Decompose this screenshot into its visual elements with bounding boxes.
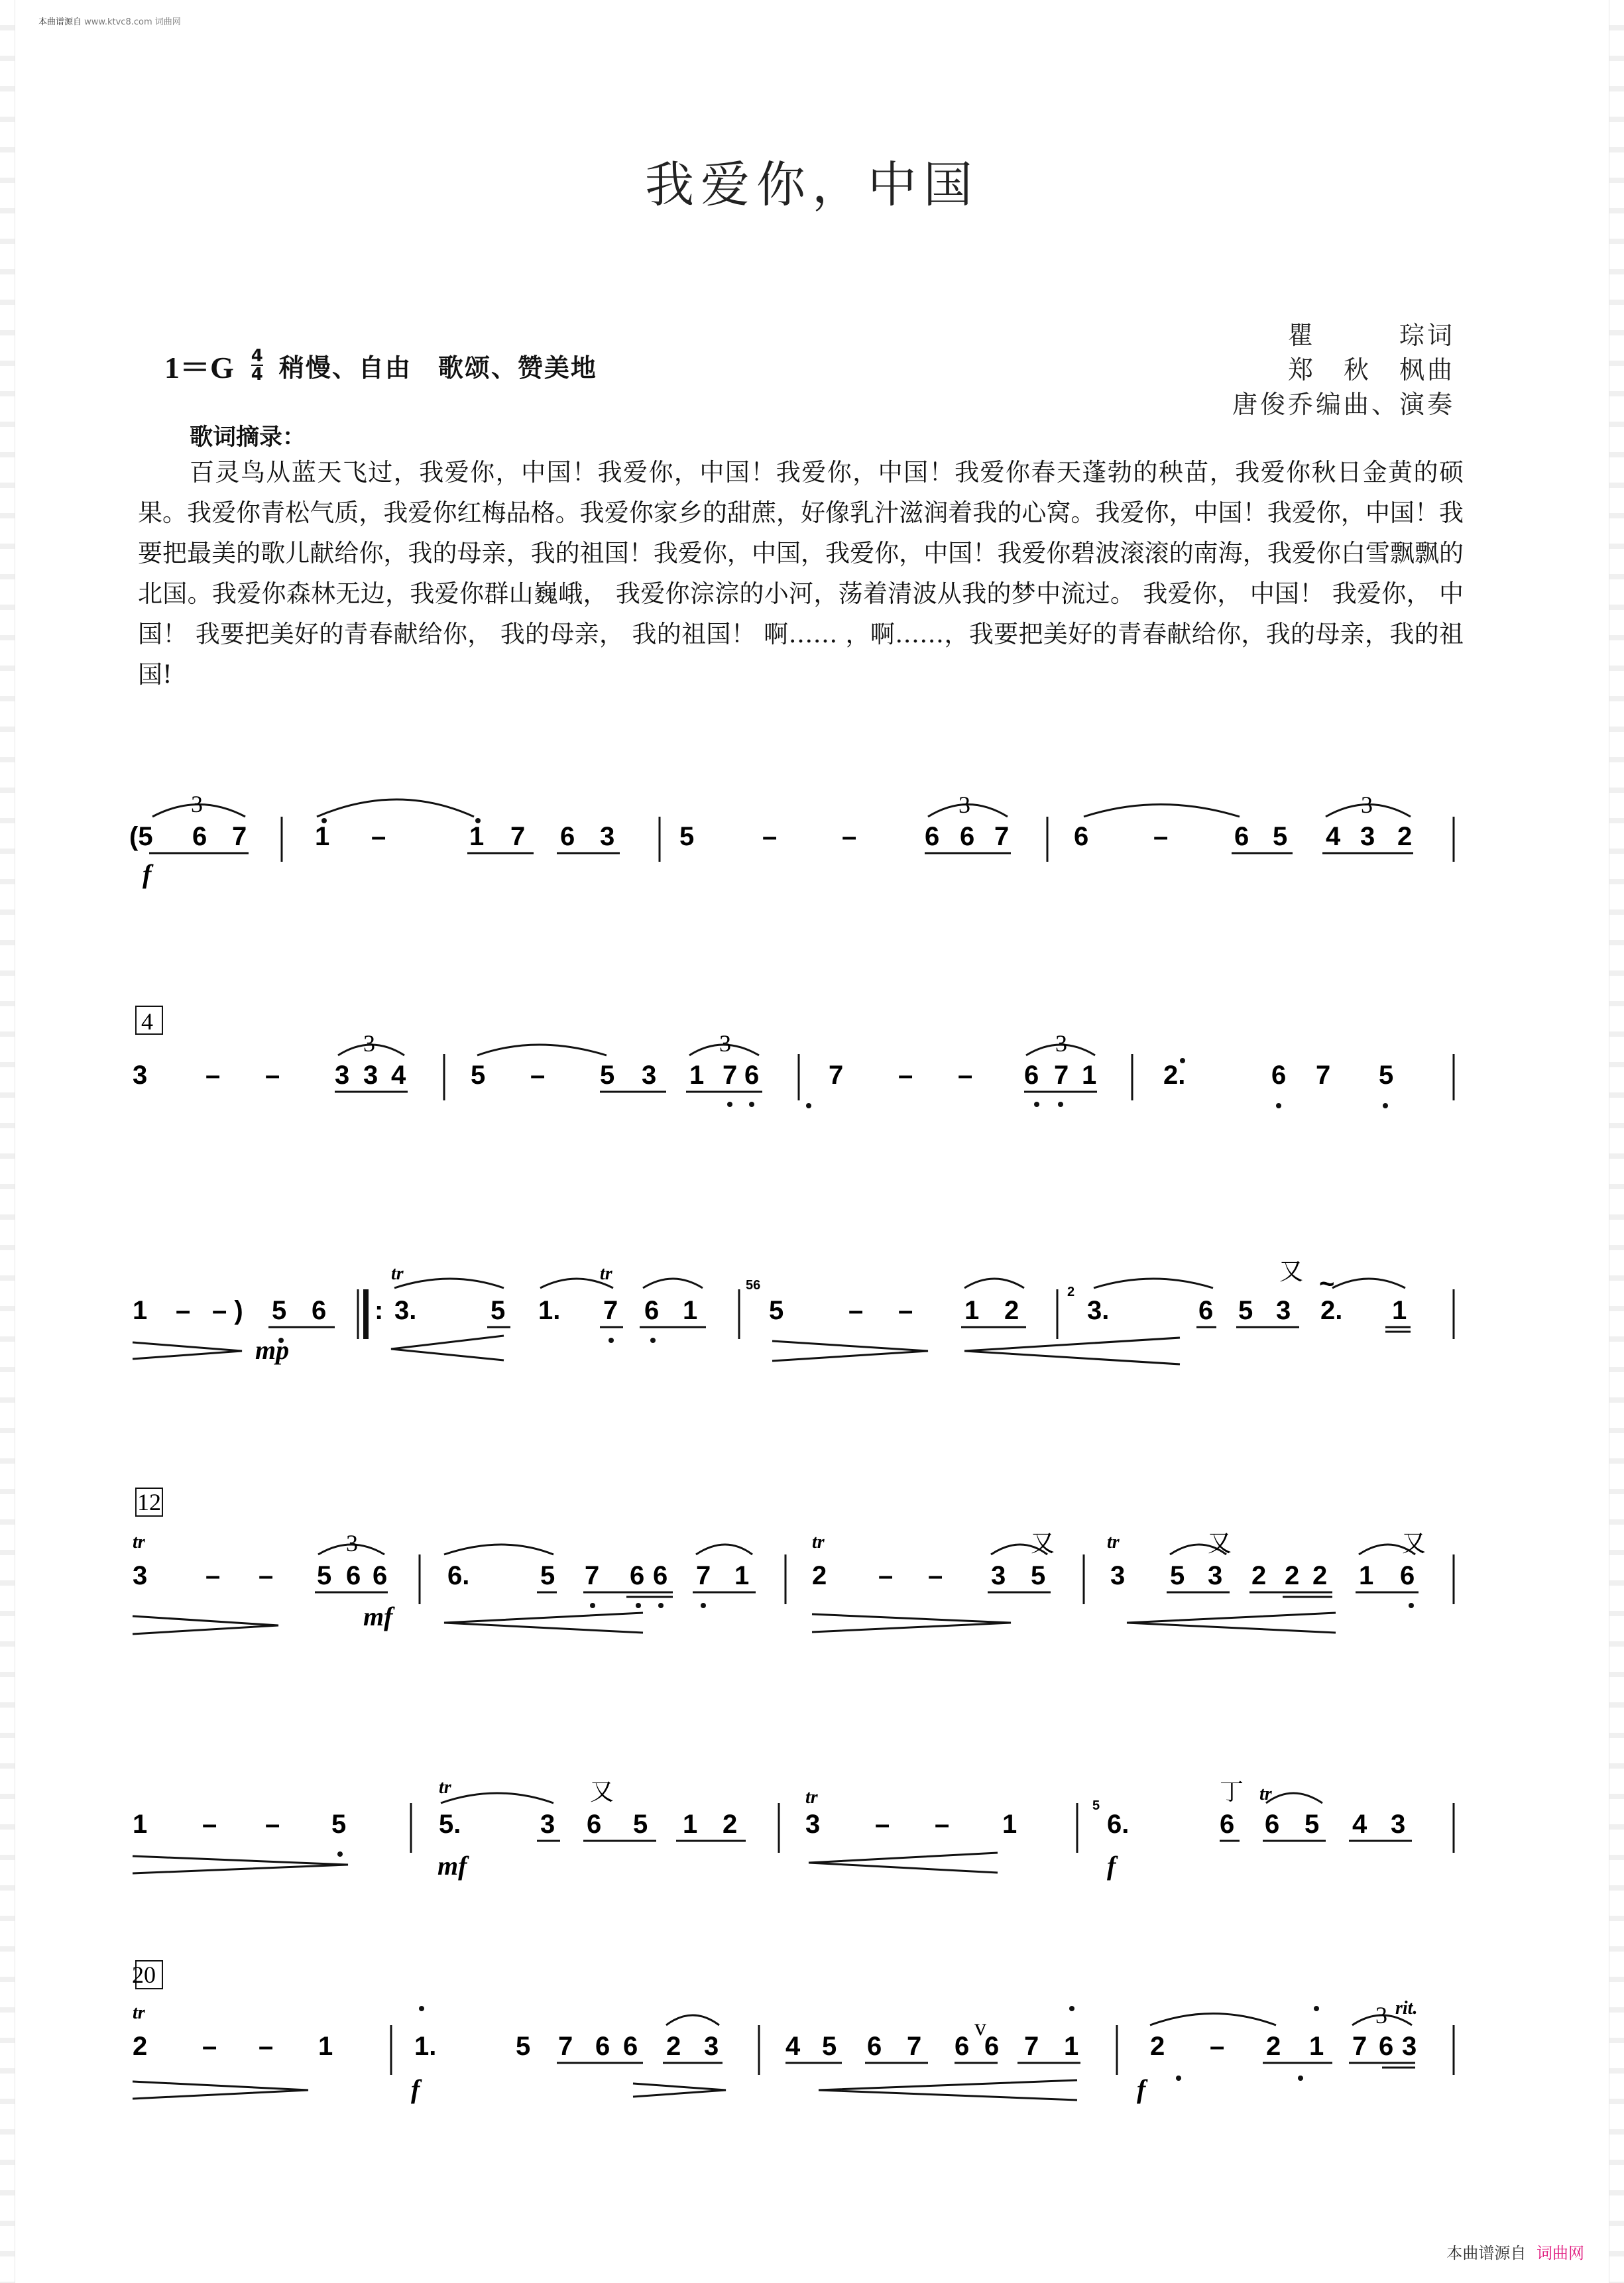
note: 2.: [1320, 1296, 1343, 1325]
dynamic-mp: mp: [255, 1335, 290, 1365]
fingering-mark: 又: [1031, 1530, 1055, 1556]
note: 3: [133, 1561, 148, 1590]
dash: –: [958, 1061, 973, 1090]
breath-mark: v: [974, 2014, 986, 2040]
note: 3: [1208, 1561, 1223, 1590]
dash: –: [259, 2032, 274, 2061]
note: 1: [318, 2032, 333, 2061]
note: 3: [642, 1061, 657, 1090]
note: 6: [587, 1810, 602, 1839]
tempo-marking: 稍慢、自由 歌颂、赞美地: [278, 353, 597, 382]
note: 2: [1251, 1561, 1267, 1590]
trill-mark: tr: [1259, 1784, 1272, 1804]
note: 1: [1002, 1810, 1017, 1839]
note: 2.: [1163, 1061, 1186, 1090]
note: 5: [633, 1810, 648, 1839]
dash: –: [848, 1296, 864, 1325]
note: 7: [723, 1061, 738, 1090]
measure-number: 12: [137, 1489, 161, 1515]
song-title: 我爱你，中国: [645, 156, 979, 213]
repeat-dots: :: [375, 1296, 384, 1325]
tuplet-mark: 3: [1361, 791, 1373, 818]
mordent-mark: ~: [1319, 1269, 1335, 1299]
row-3-notes: [133, 1258, 1407, 1365]
note: 6: [1220, 1810, 1235, 1839]
note: 7: [907, 2032, 922, 2061]
note: 6: [960, 822, 975, 851]
dynamic-f: f: [143, 859, 152, 889]
trill-mark: tr: [133, 2003, 145, 2023]
dash: –: [530, 1061, 546, 1090]
note: 7: [1352, 2032, 1367, 2061]
note: 2: [133, 2032, 148, 2061]
octave-dots: [278, 818, 1414, 2081]
note: 1: [1064, 2032, 1079, 2061]
trill-mark: tr: [805, 1787, 818, 1808]
note: 6: [1198, 1296, 1214, 1325]
note: 5: [822, 2032, 837, 2061]
dash: –: [371, 822, 386, 851]
note: 6: [1074, 822, 1089, 851]
score-row-1: [149, 799, 1454, 862]
lyricist-credit: 瞿 琮词: [1287, 321, 1455, 350]
lyrics-text: 百灵鸟从蓝天飞过，我爱你，中国！我爱你，中国！我爱你，中国！我爱你春天蓬勃的秧苗，我爱你秋日金黄的硕果。我爱你青松气质，我爱你红梅品格。我爱你家乡的甜蔗，好像乳汁滋润着我的心窝。我爱你，中国！我爱你，中国！我要把最美的歌儿献给你，我的母亲，我的祖国！我爱你，中国，我爱你，中国！我爱你碧波滚滚的南海，我爱你白雪飘飘的北国。我爱你森林无边，我爱你群山巍峨， 我爱你淙淙的小河，荡着清波从我的梦中流过。 我爱你， 中国！ 我爱你， 中国！ 我要把美好的青春献给你， 我的母亲， 我的祖国！ 啊…… ，啊……，我要把美好的青春献给你，我的母亲，我的祖国!: [138, 458, 1464, 689]
note: 5: [516, 2032, 531, 2061]
note: 5: [679, 822, 695, 851]
note: 6: [925, 822, 940, 851]
trill-mark: tr: [600, 1263, 612, 1284]
note: 3: [1402, 2032, 1417, 2061]
fingering-mark: 又: [1208, 1530, 1232, 1556]
note: 7: [603, 1296, 618, 1325]
header-source-note: 本曲谱源自 www.ktvc8.com 词曲网: [38, 17, 181, 27]
dynamic-mf: mf: [363, 1602, 393, 1631]
measure-number: 20: [132, 1961, 156, 1988]
note: 7: [510, 822, 526, 851]
note: 1: [689, 1061, 705, 1090]
note: 1: [683, 1296, 698, 1325]
rit-mark: rit.: [1395, 1998, 1418, 2019]
grace-note: 2: [1067, 1285, 1075, 1299]
note: 3: [1110, 1561, 1126, 1590]
note: 6: [312, 1296, 327, 1325]
note: 5: [769, 1296, 784, 1325]
dash: –: [875, 1810, 890, 1839]
tuplet-mark: 3: [191, 791, 203, 817]
note: 6: [644, 1296, 660, 1325]
note: 6: [653, 1561, 668, 1590]
note: 3: [363, 1061, 378, 1090]
note: 4: [1326, 822, 1341, 851]
note: 2: [1004, 1296, 1019, 1325]
trill-mark: tr: [812, 1532, 825, 1552]
lyrics-heading: 歌词摘录：: [190, 424, 306, 451]
note: 6.: [447, 1561, 470, 1590]
score-row-3: [133, 1279, 1454, 1364]
note: 6: [984, 2032, 1000, 2061]
footer-site-link[interactable]: 词曲网: [1537, 2244, 1584, 2262]
dash: –: [265, 1810, 280, 1839]
header-site-link[interactable]: www.ktvc8.com 词曲网: [84, 17, 181, 27]
dash: –: [928, 1561, 943, 1590]
note: 6: [1265, 1810, 1280, 1839]
note: 5: [540, 1561, 555, 1590]
note: 1: [133, 1296, 148, 1325]
note: 5: [1379, 1061, 1394, 1090]
dash: – ): [212, 1296, 243, 1325]
note: 6: [630, 1561, 645, 1590]
note: 2: [1312, 1561, 1328, 1590]
dash: –: [202, 1810, 217, 1839]
dynamic-f: f: [411, 2074, 420, 2104]
dynamic-mf: mf: [437, 1851, 467, 1881]
note: 6: [346, 1561, 361, 1590]
trill-mark: tr: [1107, 1532, 1120, 1552]
note: 3: [704, 2032, 719, 2061]
dash: –: [259, 1561, 274, 1590]
note: 6: [1024, 1061, 1039, 1090]
trill-mark: tr: [133, 1532, 145, 1552]
dash: –: [842, 822, 857, 851]
note: 6: [1379, 2032, 1394, 2061]
note: 7: [696, 1561, 711, 1590]
note: 4: [785, 2032, 801, 2061]
note: 2: [1150, 2032, 1165, 2061]
row-1-notes: [129, 791, 1412, 889]
dash: –: [762, 822, 778, 851]
note: 3: [1276, 1296, 1291, 1325]
note: 3: [540, 1810, 555, 1839]
note: 7: [585, 1561, 600, 1590]
note: 3: [805, 1810, 821, 1839]
tuplet-mark: 3: [1375, 2002, 1387, 2028]
note: 7: [1316, 1061, 1331, 1090]
fingering-mark: 又: [1402, 1530, 1426, 1556]
dash: –: [176, 1296, 191, 1325]
dash: –: [1210, 2032, 1225, 2061]
fingering-mark: 又: [590, 1779, 614, 1805]
note: 7: [1054, 1061, 1069, 1090]
note: 2: [666, 2032, 681, 2061]
note: 3: [600, 822, 615, 851]
note: 5: [1031, 1561, 1046, 1590]
note: 5: [600, 1061, 615, 1090]
dash: –: [205, 1061, 221, 1090]
note: 5: [331, 1810, 347, 1839]
note: 6: [744, 1061, 760, 1090]
note: 5: [1170, 1561, 1185, 1590]
tuplet-mark: 3: [346, 1530, 358, 1556]
note: 1: [1082, 1061, 1097, 1090]
measure-number: 4: [141, 1008, 153, 1035]
note: 5: [471, 1061, 486, 1090]
arranger-credit: 唐俊乔编曲、演奏: [1232, 390, 1455, 419]
note: 5: [491, 1296, 506, 1325]
tuplet-mark: 3: [1055, 1030, 1067, 1057]
grace-notes: 56: [746, 1278, 761, 1293]
note: 6: [192, 822, 207, 851]
note: 5: [317, 1561, 332, 1590]
note: 6.: [1107, 1810, 1130, 1839]
note: 1.: [538, 1296, 561, 1325]
dash: –: [202, 2032, 217, 2061]
trill-mark: tr: [391, 1263, 404, 1284]
fingering-mark: 丁: [1220, 1779, 1244, 1805]
note: 1: [964, 1296, 980, 1325]
note: 3: [991, 1561, 1006, 1590]
row-2-notes: [133, 1008, 1393, 1090]
composer-credit: 郑 秋 枫曲: [1287, 355, 1455, 384]
score-row-6: [133, 1961, 1454, 2100]
note: 6: [1400, 1561, 1415, 1590]
note: 4: [391, 1061, 406, 1090]
note: 3: [1391, 1810, 1406, 1839]
note: 5: [1273, 822, 1288, 851]
note: 3: [335, 1061, 350, 1090]
note: 3: [133, 1061, 148, 1090]
key-signature: 1＝G: [164, 351, 234, 384]
note: 1.: [414, 2032, 437, 2061]
dash: –: [205, 1561, 221, 1590]
tuplet-mark: 3: [363, 1030, 375, 1057]
note: 7: [232, 822, 247, 851]
note: 4: [1352, 1810, 1367, 1839]
note: 1: [469, 822, 485, 851]
note: 6: [1271, 1061, 1287, 1090]
note: 1: [133, 1810, 148, 1839]
note: 2: [1266, 2032, 1281, 2061]
note: 5: [1238, 1296, 1253, 1325]
tuplet-mark: 3: [958, 791, 970, 818]
note: 5: [1305, 1810, 1320, 1839]
note: 6: [955, 2032, 970, 2061]
time-signature: 4 4: [251, 346, 263, 384]
row-4-notes: [133, 1489, 1426, 1631]
note: 3.: [394, 1296, 417, 1325]
note: 1: [683, 1810, 698, 1839]
note: 2: [1397, 822, 1413, 851]
note: 1: [1392, 1296, 1407, 1325]
grace-note: 5: [1092, 1798, 1100, 1813]
note: 7: [994, 822, 1010, 851]
note: 7: [829, 1061, 844, 1090]
fingering-mark: 又: [1279, 1258, 1304, 1285]
dash: –: [1153, 822, 1169, 851]
note: 6: [373, 1561, 388, 1590]
footer-source-note: 本曲谱源自 词曲网: [1446, 2244, 1584, 2262]
note: 3.: [1087, 1296, 1110, 1325]
dash: –: [898, 1061, 913, 1090]
note-paren-5: (5: [129, 822, 153, 851]
dash: –: [878, 1561, 894, 1590]
note: 5.: [439, 1810, 461, 1839]
note: 6: [595, 2032, 610, 2061]
dynamic-f: f: [1107, 1851, 1116, 1881]
note: 6: [623, 2032, 638, 2061]
row-6-notes: [132, 1961, 1417, 2104]
score-row-2: [136, 1006, 1454, 1100]
dash: –: [898, 1296, 913, 1325]
note: 2: [812, 1561, 827, 1590]
note: 1: [1359, 1561, 1374, 1590]
dash: –: [935, 1810, 950, 1839]
note: 2: [723, 1810, 738, 1839]
trill-mark: tr: [439, 1777, 451, 1798]
dynamic-f: f: [1137, 2074, 1146, 2104]
note: 7: [1024, 2032, 1039, 2061]
score-row-5: [133, 1793, 1454, 1873]
tuplet-mark: 3: [719, 1030, 731, 1057]
note: 6: [560, 822, 575, 851]
note: 5: [272, 1296, 287, 1325]
note: 7: [558, 2032, 573, 2061]
note: 3: [1360, 822, 1375, 851]
note: 6: [867, 2032, 882, 2061]
note: 6: [1234, 822, 1249, 851]
note: 1: [315, 822, 330, 851]
note: 1: [734, 1561, 750, 1590]
dash: –: [265, 1061, 280, 1090]
note: 1: [1309, 2032, 1324, 2061]
note: 2: [1285, 1561, 1300, 1590]
